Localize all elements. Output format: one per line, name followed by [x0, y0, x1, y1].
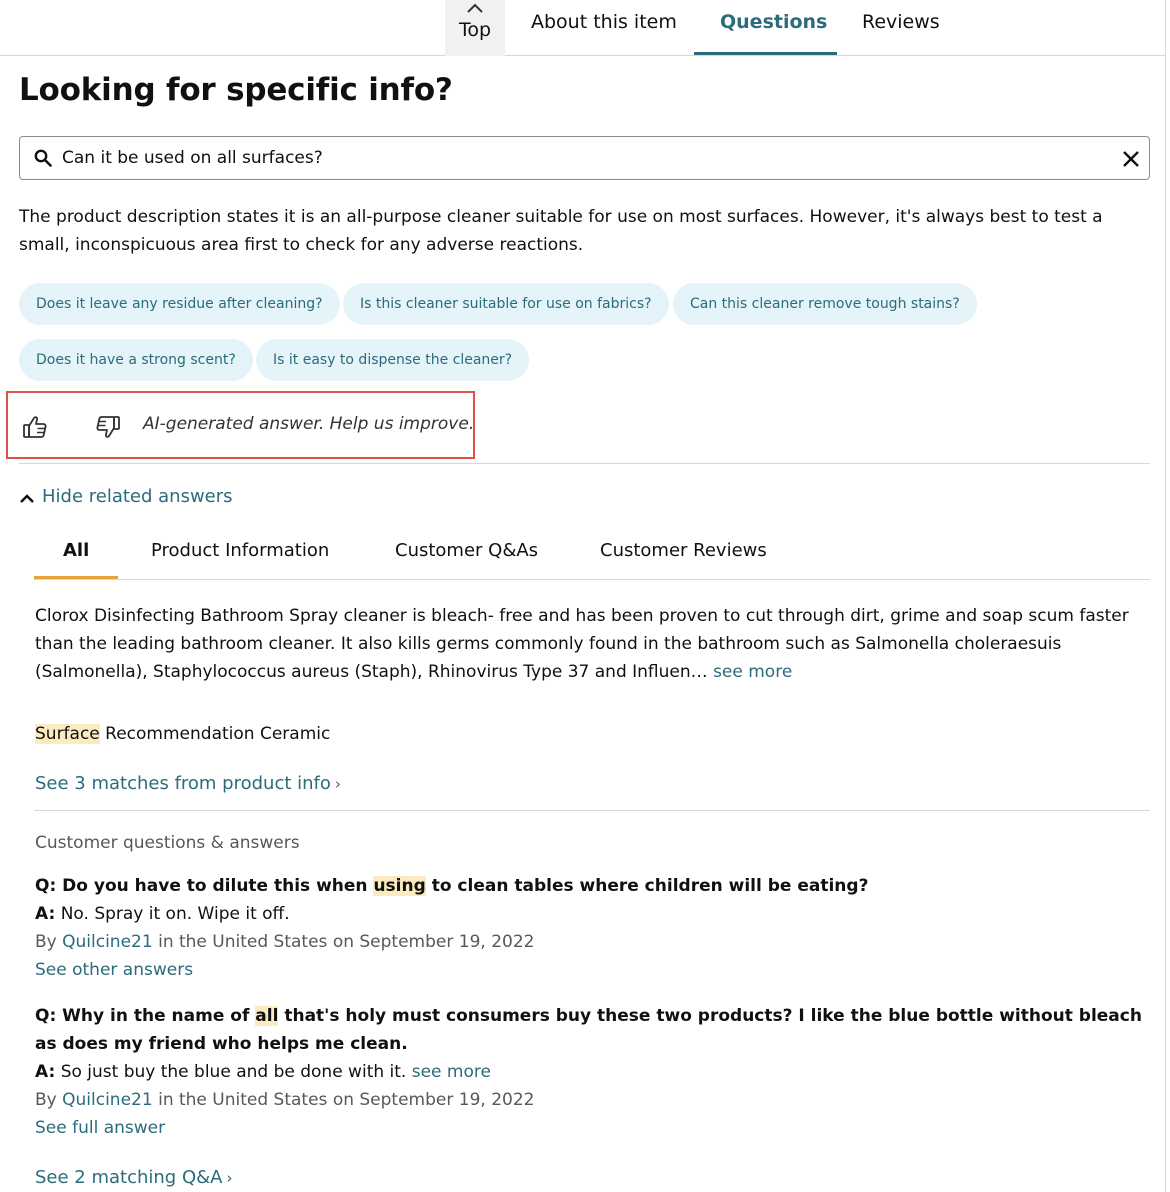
chevron-right-icon: › — [334, 775, 341, 793]
question-text — [35, 1002, 1150, 1058]
see-product-info-matches-link[interactable] — [35, 773, 341, 794]
answer-prefix: A: — [35, 1062, 56, 1082]
section-divider — [34, 810, 1150, 811]
answer-prefix: A: — [35, 904, 56, 924]
byline-prefix: By — [35, 1090, 57, 1110]
section-divider — [19, 463, 1150, 464]
thumbs-up-icon[interactable] — [22, 414, 48, 440]
highlighted-keyword: Surface — [35, 724, 100, 744]
surface-recommendation-value: Recommendation Ceramic — [105, 724, 331, 744]
tab-all[interactable]: All — [63, 540, 90, 561]
answer-byline — [35, 928, 1150, 956]
product-description-text: Clorox Disinfecting Bathroom Spray cleaner is bleach- free and has been proven to cut through dirt, grime and soap scum faster than the leading bathroom cleaner. It also kills germs commonly found in the bathroom such as Salmonella choleraesuis (Salmonella), Staphylococcus aureus (Staph), Rhinovirus Type 37 and Influen… — [35, 606, 1129, 682]
tab-customer-qas[interactable]: Customer Q&As — [395, 540, 539, 561]
qa-item — [35, 1002, 1150, 1142]
answer-body: No. Spray it on. Wipe it off. — [60, 904, 290, 924]
question-prefix: Q: — [35, 1006, 57, 1026]
suggestion-chip[interactable]: Does it have a strong scent? — [19, 339, 253, 381]
suggestion-chip[interactable]: Is it easy to dispense the cleaner? — [256, 339, 529, 381]
question-part: Do you have to dilute this when — [62, 876, 368, 896]
byline-location-date: in the United States on September 19, 2022 — [158, 932, 535, 952]
see-other-answers-link[interactable]: See other answers — [35, 960, 194, 980]
tab-product-information[interactable]: Product Information — [151, 540, 330, 561]
see-matching-qa-label: See 2 matching Q&A — [35, 1167, 223, 1188]
tab-customer-reviews[interactable]: Customer Reviews — [600, 540, 767, 561]
active-subtab-indicator — [34, 576, 118, 579]
qa-item — [35, 872, 1150, 984]
byline-prefix: By — [35, 932, 57, 952]
question-search-box — [19, 136, 1150, 180]
thumbs-down-icon[interactable] — [95, 414, 121, 440]
tab-about-this-item[interactable]: About this item — [531, 11, 677, 33]
byline-location-date: in the United States on September 19, 2022 — [158, 1090, 535, 1110]
see-full-answer-link[interactable]: See full answer — [35, 1118, 166, 1138]
hide-related-answers-link[interactable] — [19, 486, 233, 507]
search-input[interactable] — [62, 143, 1102, 173]
question-prefix: Q: — [35, 876, 57, 896]
see-product-info-matches-label: See 3 matches from product info — [35, 773, 331, 794]
tabs-divider — [34, 579, 1150, 580]
answer-text — [35, 900, 1150, 928]
surface-recommendation — [35, 720, 330, 748]
active-tab-indicator — [694, 52, 837, 55]
back-to-top-button[interactable] — [445, 0, 505, 56]
product-description — [35, 602, 1153, 686]
clear-search-icon[interactable] — [1121, 149, 1141, 169]
see-more-link[interactable]: see more — [411, 1062, 491, 1082]
suggestion-chip[interactable]: Can this cleaner remove tough stains? — [673, 283, 977, 325]
tab-reviews[interactable]: Reviews — [862, 11, 940, 33]
highlighted-keyword: using — [373, 876, 426, 896]
question-part: that's holy must consumers buy these two products? I like the blue bottle without bleach as does my friend who helps me clean. — [35, 1006, 1142, 1054]
see-matching-qa-link[interactable] — [35, 1167, 232, 1188]
tab-questions[interactable]: Questions — [720, 11, 828, 33]
suggestion-chip[interactable]: Is this cleaner suitable for use on fabrics? — [343, 283, 669, 325]
answer-body: So just buy the blue and be done with it. — [60, 1062, 407, 1082]
back-to-top-label: Top — [458, 19, 492, 41]
page-title: Looking for specific info? — [19, 72, 453, 108]
answer-text — [35, 1058, 1150, 1086]
customer-qa-heading: Customer questions & answers — [35, 833, 300, 853]
highlighted-keyword: all — [255, 1006, 279, 1026]
author-link[interactable]: Quilcine21 — [62, 1090, 153, 1110]
ai-answer-text: The product description states it is an all-purpose cleaner suitable for use on most surfaces. However, it's always best to test a small, inconspicuous area first to check for any adverse reactions. — [19, 207, 1103, 255]
hide-related-answers-label: Hide related answers — [42, 486, 233, 507]
chevron-right-icon: › — [226, 1169, 233, 1187]
page-right-border — [1165, 0, 1166, 1192]
see-more-link[interactable]: see more — [713, 662, 793, 682]
search-icon — [34, 149, 52, 167]
ai-feedback-box — [6, 391, 475, 459]
ai-generated-note: AI-generated answer. Help us improve. — [143, 414, 475, 434]
chevron-up-icon — [19, 492, 35, 504]
question-text — [35, 872, 1150, 900]
author-link[interactable]: Quilcine21 — [62, 932, 153, 952]
chevron-up-icon — [466, 2, 484, 14]
question-part: Why in the name of — [62, 1006, 250, 1026]
section-nav — [0, 0, 1165, 56]
question-part: to clean tables where children will be eating? — [431, 876, 869, 896]
suggestion-chip[interactable]: Does it leave any residue after cleaning? — [19, 283, 340, 325]
answer-byline — [35, 1086, 1150, 1114]
